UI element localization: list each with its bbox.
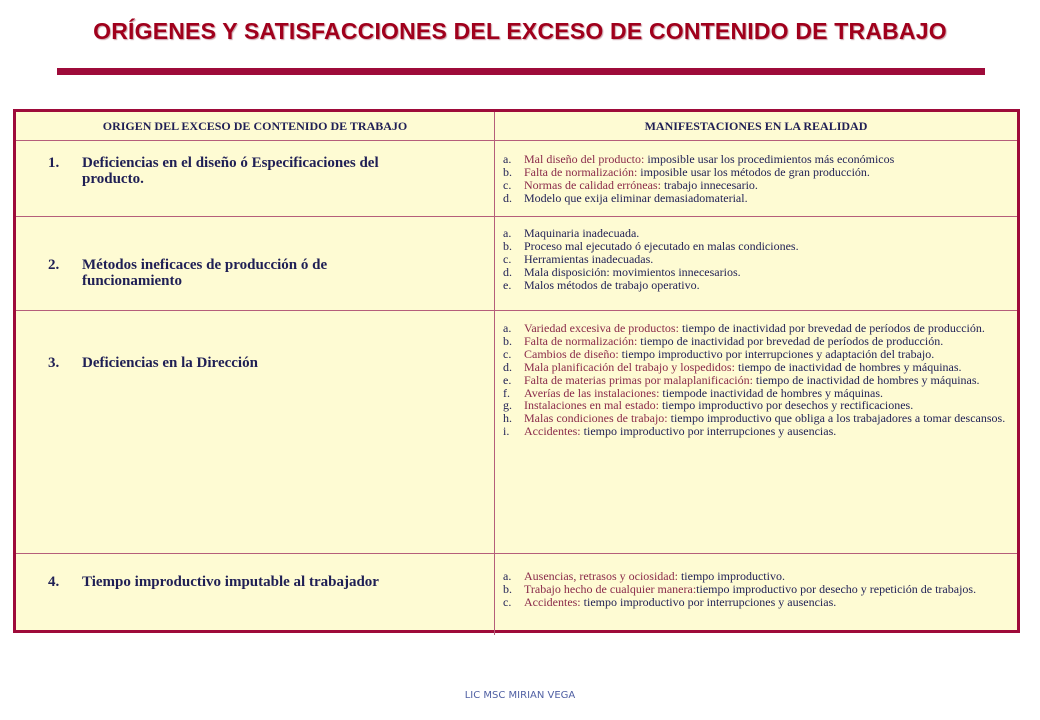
header-manifestations: MANIFESTACIONES EN LA REALIDAD (495, 112, 1018, 141)
item-highlight: Instalaciones en mal estado: (524, 398, 659, 413)
item-letter: b. (503, 238, 512, 253)
item-letter: c. (503, 594, 512, 609)
manifestations-list (495, 311, 1017, 438)
item-text: Modelo que exija eliminar demasiadomaterial. (524, 190, 748, 205)
item-highlight: Cambios de diseño: (524, 346, 619, 361)
item-text: tiempo improductivo por interrupciones y ausencias. (580, 424, 837, 439)
origin-number: 2. (48, 257, 60, 273)
item-text: imposible usar los métodos de gran producción. (637, 164, 870, 179)
item-text: tiempo improductivo por desechos y rectificaciones. (658, 398, 914, 413)
content-table (16, 112, 1017, 635)
item-letter: e. (503, 372, 512, 387)
origin-cell (16, 311, 495, 554)
item-highlight: Averías de las instalaciones: (524, 385, 660, 400)
origin-cell (16, 554, 495, 635)
origin-text: Deficiencias en el diseño ó Especificaciones del producto. (82, 155, 379, 187)
item-text: tiempo improductivo. (677, 569, 785, 583)
item-text: tiempo de inactividad por brevedad de períodos de producción. (678, 321, 985, 335)
origin-entry (16, 311, 494, 371)
manifestations-list (495, 217, 1017, 292)
item-letter: c. (503, 177, 512, 192)
item-text: Malos métodos de trabajo operativo. (524, 277, 700, 292)
item-body (524, 279, 700, 292)
origin-number: 1. (48, 155, 60, 171)
item-text: imposible usar los procedimientos más económicos (644, 152, 895, 166)
list-item (503, 425, 1017, 438)
item-highlight: Falta de normalización: (524, 164, 638, 179)
origin-entry (16, 141, 494, 187)
item-letter: b. (503, 164, 512, 179)
manifestations-list (495, 141, 1017, 205)
item-letter: g. (503, 398, 512, 413)
list-item (503, 279, 1017, 292)
item-highlight: Variedad excesiva de productos: (524, 321, 679, 335)
item-letter: d. (503, 264, 512, 279)
origin-entry (16, 554, 494, 590)
footer-author: LIC MSC MIRIAN VEGA (464, 690, 576, 701)
item-text: tiempo improductivo por interrupciones y adaptación del trabajo. (618, 346, 935, 361)
item-letter: b. (503, 581, 512, 596)
origin-text: Métodos ineficaces de producción ó de funcionamiento (82, 257, 328, 289)
item-letter: a. (503, 226, 512, 240)
item-letter: c. (503, 251, 512, 266)
item-letter: a. (503, 152, 512, 166)
manifestations-cell (495, 554, 1018, 635)
item-text: Herramientas inadecuadas. (524, 251, 654, 266)
item-letter: i. (503, 424, 510, 439)
item-body (524, 192, 748, 205)
item-text: Proceso mal ejecutado ó ejecutado en malas condiciones. (524, 238, 799, 253)
content-table-frame (13, 109, 1020, 633)
item-text: trabajo innecesario. (660, 177, 758, 192)
item-letter: d. (503, 359, 512, 374)
title-underline (57, 68, 985, 75)
table-body (16, 141, 1017, 635)
item-highlight: Mala planificación del trabajo y lospedidos: (524, 359, 735, 374)
manifestations-cell (495, 217, 1018, 311)
item-letter: e. (503, 277, 512, 292)
item-letter: a. (503, 321, 512, 335)
list-item (503, 596, 1017, 609)
item-body (524, 425, 836, 438)
item-highlight: Malas condiciones de trabajo: (524, 411, 668, 426)
item-highlight: Accidentes: (524, 424, 581, 439)
item-highlight: Normas de calidad erróneas: (524, 177, 661, 192)
list-item (503, 192, 1017, 205)
manifestations-cell (495, 311, 1018, 554)
origin-number: 4. (48, 574, 60, 590)
item-highlight: Falta de normalización: (524, 333, 638, 348)
item-letter: f. (503, 385, 510, 400)
origin-entry (16, 217, 494, 289)
item-highlight: Falta de materias primas por malaplanificación: (524, 372, 753, 387)
manifestations-list (495, 554, 1017, 609)
origin-text: Tiempo improductivo imputable al trabajador (82, 574, 379, 590)
item-body (524, 596, 836, 609)
origin-cell (16, 141, 495, 217)
table-row (16, 141, 1017, 217)
item-letter: c. (503, 346, 512, 361)
table-row (16, 311, 1017, 554)
origin-text: Deficiencias en la Dirección (82, 355, 258, 371)
item-highlight: Trabajo hecho de cualquier manera: (524, 581, 697, 596)
origin-cell (16, 217, 495, 311)
slide-title: ORÍGENES Y SATISFACCIONES DEL EXCESO DE CONTENIDO DE TRABAJO (93, 18, 947, 44)
item-text: Mala disposición: movimientos innecesarios. (524, 264, 741, 279)
table-header-row (16, 112, 1017, 141)
item-text: tiempode inactividad de hombres y máquinas. (659, 385, 884, 400)
manifestations-cell (495, 141, 1018, 217)
item-letter: d. (503, 190, 512, 205)
item-highlight: Ausencias, retrasos y ociosidad: (524, 569, 678, 583)
header-origin: ORIGEN DEL EXCESO DE CONTENIDO DE TRABAJO (16, 112, 495, 141)
origin-number: 3. (48, 355, 60, 371)
item-text: tiempo de inactividad de hombres y máquinas. (752, 372, 980, 387)
item-text: tiempo improductivo por interrupciones y ausencias. (580, 594, 837, 609)
item-text: tiempo de inactividad por brevedad de períodos de producción. (637, 333, 944, 348)
item-highlight: Accidentes: (524, 594, 581, 609)
item-letter: h. (503, 411, 512, 426)
item-text: Maquinaria inadecuada. (524, 226, 640, 240)
item-letter: b. (503, 333, 512, 348)
item-text: tiempo improductivo por desecho y repetición de trabajos. (696, 581, 977, 596)
item-highlight: Mal diseño del producto: (524, 152, 645, 166)
item-text: tiempo improductivo que obliga a los trabajadores a tomar descansos. (667, 411, 1006, 426)
table-row (16, 554, 1017, 635)
item-text: tiempo de inactividad de hombres y máquinas. (734, 359, 962, 374)
item-letter: a. (503, 569, 512, 583)
table-row (16, 217, 1017, 311)
